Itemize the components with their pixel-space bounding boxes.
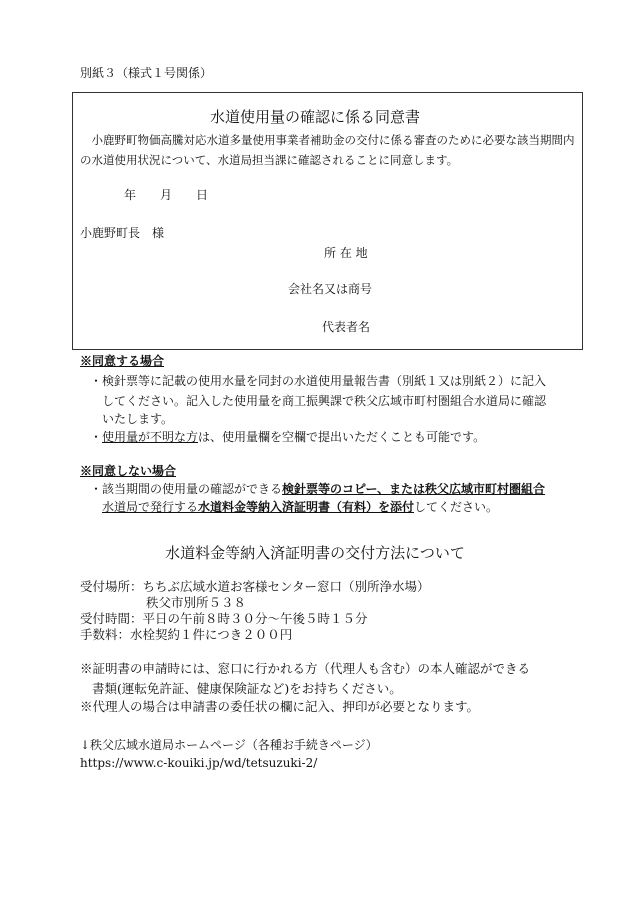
homepage-url[interactable]: https://www.c-kouiki.jp/wd/tetsuzuki-2/	[80, 756, 318, 770]
field-location-label: 所 在 地	[324, 246, 368, 260]
fee: 手数料：水栓契約１件につき２００円	[80, 627, 293, 642]
disagree-heading: ※同意しない場合	[80, 464, 177, 478]
certificate-section-title: 水道料金等納入済証明書の交付方法について	[165, 544, 465, 562]
date-month-label: 月	[160, 188, 173, 202]
reception-hours: 受付時間：平日の午前８時３０分～午後５時１５分	[80, 611, 368, 626]
unknown-usage-text: 使用量が不明な方	[102, 430, 199, 444]
note1-line2: 書類(運転免許証、健康保険証など)をお持ちください。	[92, 681, 402, 696]
meter-slip-copy-text: 検針票等のコピー、または秩父広域市町村圏組合	[282, 482, 546, 496]
consent-form-title: 水道使用量の確認に係る同意書	[209, 108, 420, 126]
note1-line1: ※証明書の申請時には、窓口に行かれる方（代理人も含む）の本人確認ができる	[80, 661, 531, 676]
agree-bullet1-line2: してください。記入した使用量を商工振興課で秩父広域市町村圏組合水道局に確認	[102, 394, 547, 408]
reception-place-line2: 秩父市別所５３８	[146, 595, 247, 610]
reception-place-line1: 受付場所：ちちぶ広域水道お客様センター窓口（別所浄水場）	[80, 579, 430, 594]
date-day-label: 日	[196, 188, 209, 202]
addressee: 小鹿野町長 様	[80, 226, 165, 240]
agree-bullet1-line1: ・検針票等に記載の使用水量を同封の水道使用量報告書（別紙１又は別紙２）に記入	[90, 374, 547, 388]
consent-form-body: 小鹿野町物価高騰対応水道多量使用事業者補助金の交付に係る審査のために必要な該当期間内の水道使用状況について、水道局担当課に確認されることに同意します。	[80, 133, 575, 167]
disagree-line1: ・該当期間の使用量の確認ができる検針票等のコピー、または秩父広域市町村圏組合	[90, 482, 546, 496]
agree-heading: ※同意する場合	[80, 354, 165, 368]
homepage-label: ↓秩父広域水道局ホームページ（各種お手続きページ）	[80, 738, 378, 752]
date-year-label: 年	[124, 188, 137, 202]
payment-certificate-text: 水道料金等納入済証明書（有料）を添付	[198, 500, 415, 514]
note2: ※代理人の場合は申請書の委任状の欄に記入、押印が必要となります。	[80, 699, 480, 714]
agree-bullet2: ・使用量が不明な方は、使用量欄を空欄で提出いただくことも可能です。	[90, 430, 486, 444]
disagree-line2: 水道局で発行する水道料金等納入済証明書（有料）を添付してください。	[102, 500, 499, 514]
attachment-label: 別紙３（様式１号関係）	[80, 66, 213, 80]
field-representative-label: 代表者名	[322, 320, 371, 334]
agree-bullet1-line3: いたします。	[102, 412, 174, 426]
field-company-label: 会社名又は商号	[288, 282, 373, 296]
